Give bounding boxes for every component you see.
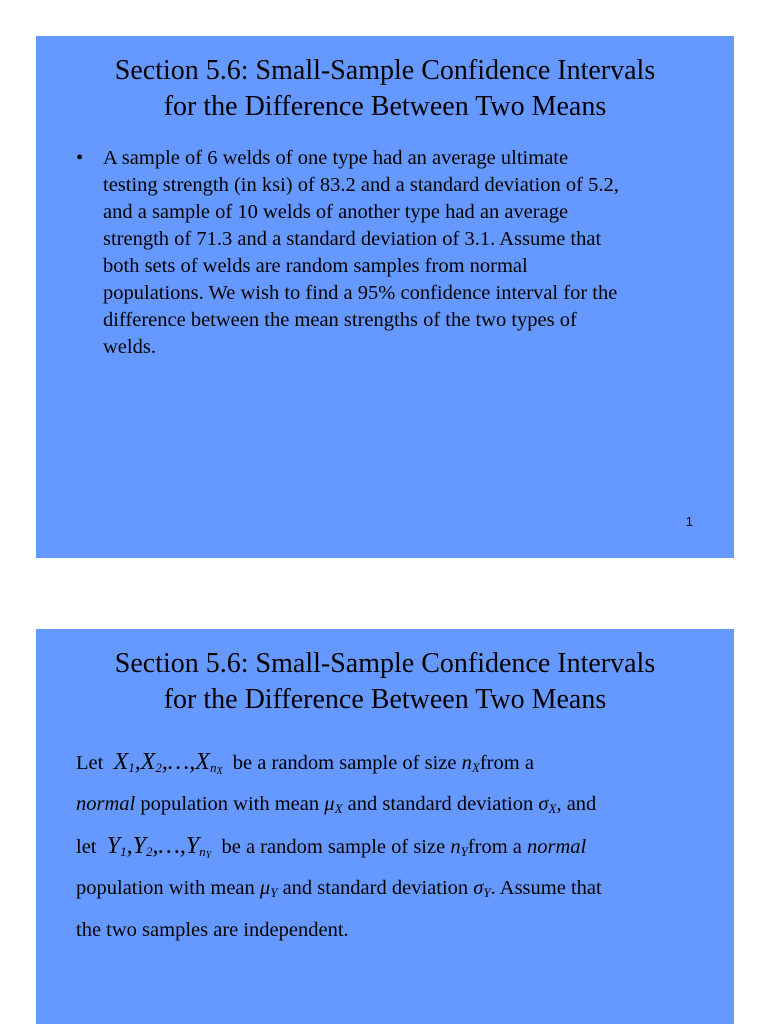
text-from-a: from a	[467, 836, 522, 858]
bullet-line: populations. We wish to find a 95% confidence interval for the	[103, 282, 618, 304]
bullet-line: testing strength (in ksi) of 83.2 and a standard deviation of 5.2,	[103, 174, 619, 196]
text-independent: the two samples are independent.	[76, 919, 349, 941]
sigma-x-symbol: $\sigma_X$	[538, 793, 557, 816]
slide-title	[36, 36, 734, 125]
text-standard-deviation: and standard deviation	[347, 793, 534, 815]
bullet-line: welds.	[103, 336, 156, 358]
mu-y-symbol: $\mu_Y$	[259, 877, 278, 900]
n-x-symbol: $n_X$	[461, 752, 480, 775]
body-line-1	[76, 741, 706, 783]
slide-number: 1	[685, 514, 693, 529]
n-y-symbol: $n_Y$	[450, 836, 468, 859]
bullet-item	[76, 145, 696, 361]
slide-title	[36, 629, 734, 718]
text-random-sample: be a random sample of size	[232, 752, 457, 774]
text-random-sample: be a random sample of size	[221, 836, 446, 858]
title-line-2: for the Difference Between Two Means	[163, 91, 607, 122]
slide-1	[36, 36, 734, 558]
text-let: Let	[76, 752, 104, 774]
body-line-4	[76, 867, 706, 909]
text-assume: . Assume that	[490, 877, 602, 899]
title-line-1: Section 5.6: Small-Sample Confidence Intervals	[114, 648, 656, 679]
bullet-line: A sample of 6 welds of one type had an average ultimate	[103, 147, 569, 169]
title-line-1: Section 5.6: Small-Sample Confidence Intervals	[114, 55, 656, 86]
body-paragraph	[76, 741, 706, 951]
title-line-2: for the Difference Between Two Means	[163, 684, 607, 715]
text-population-mean: population with mean	[76, 877, 255, 899]
text-and: , and	[556, 793, 597, 815]
bullet-line: difference between the mean strengths of the two types of	[103, 309, 577, 331]
bullet-line: strength of 71.3 and a standard deviation of 3.1. Assume that	[103, 228, 602, 250]
body-line-2	[76, 783, 706, 825]
body-line-5	[76, 909, 706, 951]
bullet-line: and a sample of 10 welds of another type had an average	[103, 201, 569, 223]
bullet-list	[76, 145, 696, 361]
sigma-y-symbol: $\sigma_Y$	[473, 877, 491, 900]
text-normal: normal	[527, 836, 587, 858]
bullet-icon: •	[76, 147, 84, 169]
mu-x-symbol: $\mu_X$	[324, 793, 343, 816]
body-line-3	[76, 825, 706, 867]
y-sample-formula: $Y_1,Y_2,\dots,Y_{n_Y}$	[106, 833, 212, 861]
text-let-lower: let	[76, 836, 97, 858]
text-standard-deviation: and standard deviation	[282, 877, 469, 899]
text-from-a: from a	[479, 752, 534, 774]
bullet-line: both sets of welds are random samples from normal	[103, 255, 528, 277]
slide-2	[36, 629, 734, 1024]
text-population-mean: population with mean	[140, 793, 320, 815]
x-sample-formula: $X_1,X_2,\dots,X_{n_X}$	[113, 749, 223, 777]
text-normal: normal	[76, 793, 136, 815]
